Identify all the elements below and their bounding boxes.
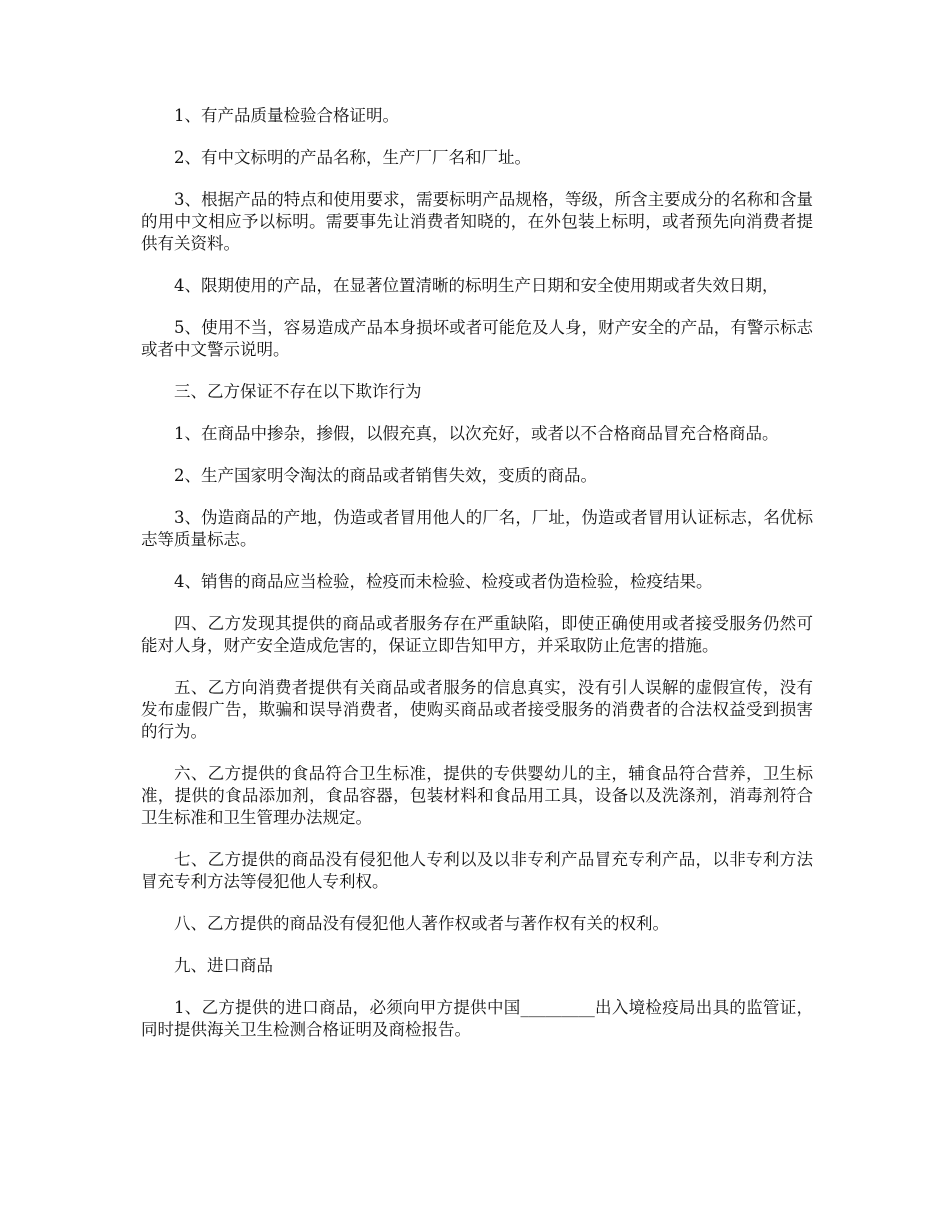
section-serious-defects: 四、乙方发现其提供的商品或者服务存在严重缺陷，即使正确使用或者接受服务仍然可能对人身，财产安全造成危害的，保证立即告知甲方，并采取防止危害的措施。 (141, 614, 813, 655)
section-copyright: 八、乙方提供的商品没有侵犯他人著作权或者与著作权有关的权利。 (174, 914, 669, 933)
section-heading-no-fraud: 三、乙方保证不存在以下欺诈行为 (174, 382, 422, 401)
section-heading-imported-goods: 九、进口商品 (174, 956, 273, 975)
clause-no-forged-origin: 3、伪造商品的产地，伪造或者冒用他人的厂名，厂址，伪造或者冒用认证标志，名优标志等质量标志。 (141, 508, 813, 549)
clause-inspection-quarantine: 4、销售的商品应当检验，检疫而未检验、检疫或者伪造检验，检疫结果。 (174, 572, 713, 591)
clause-no-obsolete-goods: 2、生产国家明令淘汰的商品或者销售失效，变质的商品。 (174, 466, 597, 485)
clause-product-quality-certificate: 1、有产品质量检验合格证明。 (174, 106, 399, 125)
section-food-hygiene: 六、乙方提供的食品符合卫生标准，提供的专供婴幼儿的主，辅食品符合营养，卫生标准，提供的食品添加剂，食品容器，包装材料和食品用工具，设备以及洗涤剂，消毒剂符合卫生标准和卫生管理办法规定。 (141, 764, 813, 827)
clause-import-certificate: 1、乙方提供的进口商品，必须向甲方提供中国_________出入境检疫局出具的监管证，同时提供海关卫生检测合格证明及商检报告。 (141, 998, 813, 1039)
clause-specification-labeling: 3、根据产品的特点和使用要求，需要标明产品规格，等级，所含主要成分的名称和含量的用中文相应予以标明。需要事先让消费者知晓的，在外包装上标明，或者预先向消费者提供有关资料。 (141, 190, 813, 253)
clause-no-adulteration: 1、在商品中掺杂，掺假，以假充真，以次充好，或者以不合格商品冒充合格商品。 (174, 424, 779, 443)
section-patent-rights: 七、乙方提供的商品没有侵犯他人专利以及以非专利产品冒充专利产品，以非专利方法冒充专利方法等侵犯他人专利权。 (141, 850, 813, 891)
clause-warning-label: 5、使用不当，容易造成产品本身损坏或者可能危及人身，财产安全的产品，有警示标志或者中文警示说明。 (141, 318, 813, 359)
clause-expiry-date: 4、限期使用的产品，在显著位置清晰的标明生产日期和安全使用期或者失效日期， (174, 276, 779, 295)
document-body (141, 105, 813, 1061)
section-truthful-information: 五、乙方向消费者提供有关商品或者服务的信息真实，没有引人误解的虚假宣传，没有发布虚假广告，欺骗和误导消费者，使购买商品或者接受服务的消费者的合法权益受到损害的行为。 (141, 678, 813, 741)
clause-chinese-product-name: 2、有中文标明的产品名称，生产厂厂名和厂址。 (174, 148, 531, 167)
